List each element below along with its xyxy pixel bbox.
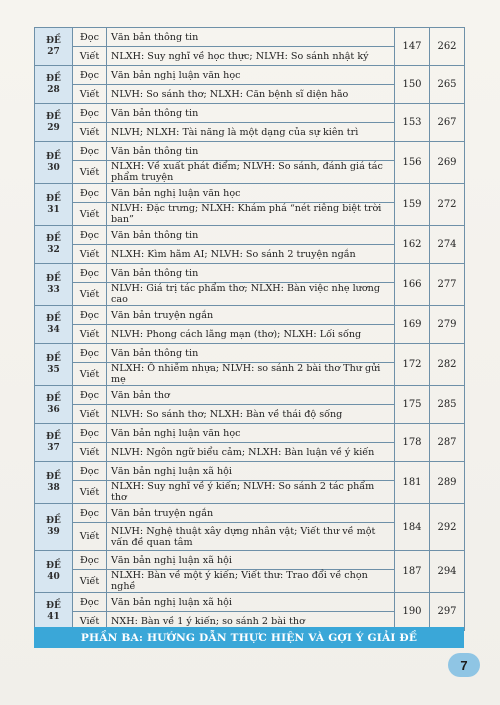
question-page-number: 178	[395, 424, 430, 462]
exam-label-cell	[35, 28, 73, 66]
exam-prefix: ĐỀ	[46, 600, 61, 611]
part-three-banner: PHẦN BA: HƯỚNG DẪN THỰC HIỆN VÀ GỢI Ý GIẢI ĐỀ	[34, 627, 464, 648]
exam-label-cell	[35, 264, 73, 306]
question-page-number: 150	[395, 66, 430, 104]
exam-prefix: ĐỀ	[46, 73, 61, 84]
exam-prefix: ĐỀ	[46, 516, 61, 526]
exam-row-read	[35, 66, 465, 85]
exam-row-read	[35, 264, 465, 283]
question-page-number: 184	[395, 504, 430, 551]
question-page-number: 166	[395, 264, 430, 306]
read-text-type: Văn bản thông tin	[107, 264, 395, 283]
write-topic: NLXH: Bàn về một ý kiến; Viết thư: Trao đổi về chọn nghề	[107, 570, 395, 593]
question-page-number: 175	[395, 386, 430, 424]
exam-label-cell	[35, 593, 73, 631]
write-topic: NLVH: Phong cách lãng mạn (thơ); NLXH: Lối sống	[107, 325, 395, 344]
write-skill-label: Viết	[73, 570, 107, 593]
answer-page-number: 289	[430, 462, 465, 504]
exam-number: 29	[47, 122, 60, 133]
exam-number: 33	[47, 284, 60, 295]
question-page-number: 159	[395, 184, 430, 226]
exam-label-cell	[35, 344, 73, 386]
exam-prefix: ĐỀ	[46, 193, 61, 204]
read-skill-label: Đọc	[73, 593, 107, 612]
read-skill-label: Đọc	[73, 462, 107, 481]
exam-number: 38	[47, 482, 60, 493]
read-text-type: Văn bản thông tin	[107, 142, 395, 161]
read-skill-label: Đọc	[73, 306, 107, 325]
exam-number: 39	[47, 527, 60, 537]
exam-number: 37	[47, 442, 60, 453]
exam-row-read	[35, 28, 465, 47]
exam-prefix: ĐỀ	[46, 471, 61, 482]
write-topic: NLVH: Ngôn ngữ biểu cảm; NLXH: Bàn luận về ý kiến	[107, 443, 395, 462]
exam-number: 35	[47, 364, 60, 375]
answer-page-number: 292	[430, 504, 465, 551]
exam-prefix: ĐỀ	[46, 431, 61, 442]
write-topic: NLVH; NLXH: Tài năng là một dạng của sự kiên trì	[107, 123, 395, 142]
read-skill-label: Đọc	[73, 226, 107, 245]
exam-number: 30	[47, 162, 60, 173]
answer-page-number: 285	[430, 386, 465, 424]
read-skill-label: Đọc	[73, 424, 107, 443]
write-skill-label: Viết	[73, 481, 107, 504]
question-page-number: 156	[395, 142, 430, 184]
write-skill-label: Viết	[73, 203, 107, 226]
question-page-number: 162	[395, 226, 430, 264]
read-skill-label: Đọc	[73, 551, 107, 570]
answer-page-number: 267	[430, 104, 465, 142]
exam-number: 28	[47, 84, 60, 95]
answer-page-number: 282	[430, 344, 465, 386]
write-topic: NLVH: So sánh thơ; NLXH: Căn bệnh sĩ diện hão	[107, 85, 395, 104]
answer-page-number: 262	[430, 28, 465, 66]
read-skill-label: Đọc	[73, 386, 107, 405]
exam-label-cell	[35, 551, 73, 593]
read-skill-label: Đọc	[73, 184, 107, 203]
write-topic: NLXH: Kìm hãm AI; NLVH: So sánh 2 truyện ngắn	[107, 245, 395, 264]
exam-label-cell	[35, 104, 73, 142]
read-text-type: Văn bản truyện ngắn	[107, 504, 395, 523]
write-skill-label: Viết	[73, 325, 107, 344]
write-topic: NLXH: Ô nhiễm nhựa; NLVH: so sánh 2 bài thơ Thư gửi mẹ	[107, 363, 395, 386]
exam-row-read	[35, 462, 465, 481]
exam-row-read	[35, 226, 465, 245]
exam-number: 41	[47, 611, 60, 622]
answer-page-number: 294	[430, 551, 465, 593]
write-topic: NLXH: Suy nghĩ về ý kiến; NLVH: So sánh 2 tác phẩm thơ	[107, 481, 395, 504]
exam-row-read	[35, 142, 465, 161]
read-skill-label: Đọc	[73, 344, 107, 363]
read-text-type: Văn bản nghị luận văn học	[107, 424, 395, 443]
write-skill-label: Viết	[73, 123, 107, 142]
exam-prefix: ĐỀ	[46, 111, 61, 122]
exam-row-read	[35, 551, 465, 570]
exam-label-cell	[35, 142, 73, 184]
write-topic: NLXH: Về xuất phát điểm; NLVH: So sánh, đánh giá tác phẩm truyện	[107, 161, 395, 184]
exam-prefix: ĐỀ	[46, 313, 61, 324]
write-skill-label: Viết	[73, 245, 107, 264]
exam-label-cell	[35, 386, 73, 424]
answer-page-number: 277	[430, 264, 465, 306]
exam-prefix: ĐỀ	[46, 353, 61, 364]
read-skill-label: Đọc	[73, 28, 107, 47]
exam-label-cell	[35, 184, 73, 226]
write-skill-label: Viết	[73, 405, 107, 424]
exam-row-read	[35, 104, 465, 123]
read-skill-label: Đọc	[73, 66, 107, 85]
write-skill-label: Viết	[73, 161, 107, 184]
write-topic: NLXH: Suy nghĩ về học thực; NLVH: So sánh nhật ký	[107, 47, 395, 66]
exam-row-read	[35, 593, 465, 612]
read-text-type: Văn bản thơ	[107, 386, 395, 405]
exam-number: 27	[47, 46, 60, 57]
read-skill-label: Đọc	[73, 504, 107, 523]
exam-prefix: ĐỀ	[46, 273, 61, 284]
exam-number: 34	[47, 324, 60, 335]
write-skill-label: Viết	[73, 612, 107, 631]
read-text-type: Văn bản thông tin	[107, 226, 395, 245]
write-skill-label: Viết	[73, 283, 107, 306]
answer-page-number: 297	[430, 593, 465, 631]
answer-page-number: 272	[430, 184, 465, 226]
exam-number: 36	[47, 404, 60, 415]
exam-number: 40	[47, 571, 60, 582]
read-text-type: Văn bản truyện ngắn	[107, 306, 395, 325]
exam-number: 32	[47, 244, 60, 255]
exam-prefix: ĐỀ	[46, 151, 61, 162]
read-text-type: Văn bản nghị luận xã hội	[107, 462, 395, 481]
write-topic: NLVH: Đặc trưng; NLXH: Khám phá “nét riêng biệt trời ban”	[107, 203, 395, 226]
read-text-type: Văn bản nghị luận xã hội	[107, 593, 395, 612]
exam-prefix: ĐỀ	[46, 35, 61, 46]
read-skill-label: Đọc	[73, 142, 107, 161]
answer-page-number: 269	[430, 142, 465, 184]
read-text-type: Văn bản thông tin	[107, 104, 395, 123]
write-skill-label: Viết	[73, 523, 107, 551]
write-skill-label: Viết	[73, 443, 107, 462]
page-number-badge: 7	[448, 653, 480, 677]
table-of-contents	[34, 27, 465, 631]
answer-page-number: 279	[430, 306, 465, 344]
exam-row-read	[35, 306, 465, 325]
exam-prefix: ĐỀ	[46, 393, 61, 404]
write-topic: NXH: Bàn về 1 ý kiến; so sánh 2 bài thơ	[107, 612, 395, 631]
read-skill-label: Đọc	[73, 104, 107, 123]
question-page-number: 187	[395, 551, 430, 593]
question-page-number: 190	[395, 593, 430, 631]
write-topic: NLVH: So sánh thơ; NLXH: Bàn về thái độ sống	[107, 405, 395, 424]
answer-page-number: 287	[430, 424, 465, 462]
toc-body	[35, 28, 465, 631]
write-topic: NLVH: Giá trị tác phẩm thơ; NLXH: Bàn việc nhẹ lương cao	[107, 283, 395, 306]
exam-row-read	[35, 184, 465, 203]
exam-number: 31	[47, 204, 60, 215]
question-page-number: 172	[395, 344, 430, 386]
read-text-type: Văn bản nghị luận xã hội	[107, 551, 395, 570]
exam-row-read	[35, 344, 465, 363]
exam-label-cell	[35, 306, 73, 344]
exam-label-cell	[35, 66, 73, 104]
exam-prefix: ĐỀ	[46, 560, 61, 571]
exam-label-cell	[35, 226, 73, 264]
exam-prefix: ĐỀ	[46, 233, 61, 244]
read-text-type: Văn bản nghị luận văn học	[107, 184, 395, 203]
answer-page-number: 265	[430, 66, 465, 104]
question-page-number: 153	[395, 104, 430, 142]
exam-label-cell	[35, 504, 73, 551]
question-page-number: 181	[395, 462, 430, 504]
exam-label-cell	[35, 424, 73, 462]
write-skill-label: Viết	[73, 47, 107, 66]
write-skill-label: Viết	[73, 85, 107, 104]
read-text-type: Văn bản thông tin	[107, 344, 395, 363]
exam-row-read	[35, 504, 465, 523]
answer-page-number: 274	[430, 226, 465, 264]
exam-label-cell	[35, 462, 73, 504]
read-skill-label: Đọc	[73, 264, 107, 283]
write-topic: NLVH: Nghệ thuật xây dựng nhân vật; Viết thư về một vấn đề quan tâm	[107, 523, 395, 551]
exam-row-read	[35, 386, 465, 405]
question-page-number: 169	[395, 306, 430, 344]
question-page-number: 147	[395, 28, 430, 66]
exam-row-read	[35, 424, 465, 443]
write-skill-label: Viết	[73, 363, 107, 386]
read-text-type: Văn bản thông tin	[107, 28, 395, 47]
read-text-type: Văn bản nghị luận văn học	[107, 66, 395, 85]
